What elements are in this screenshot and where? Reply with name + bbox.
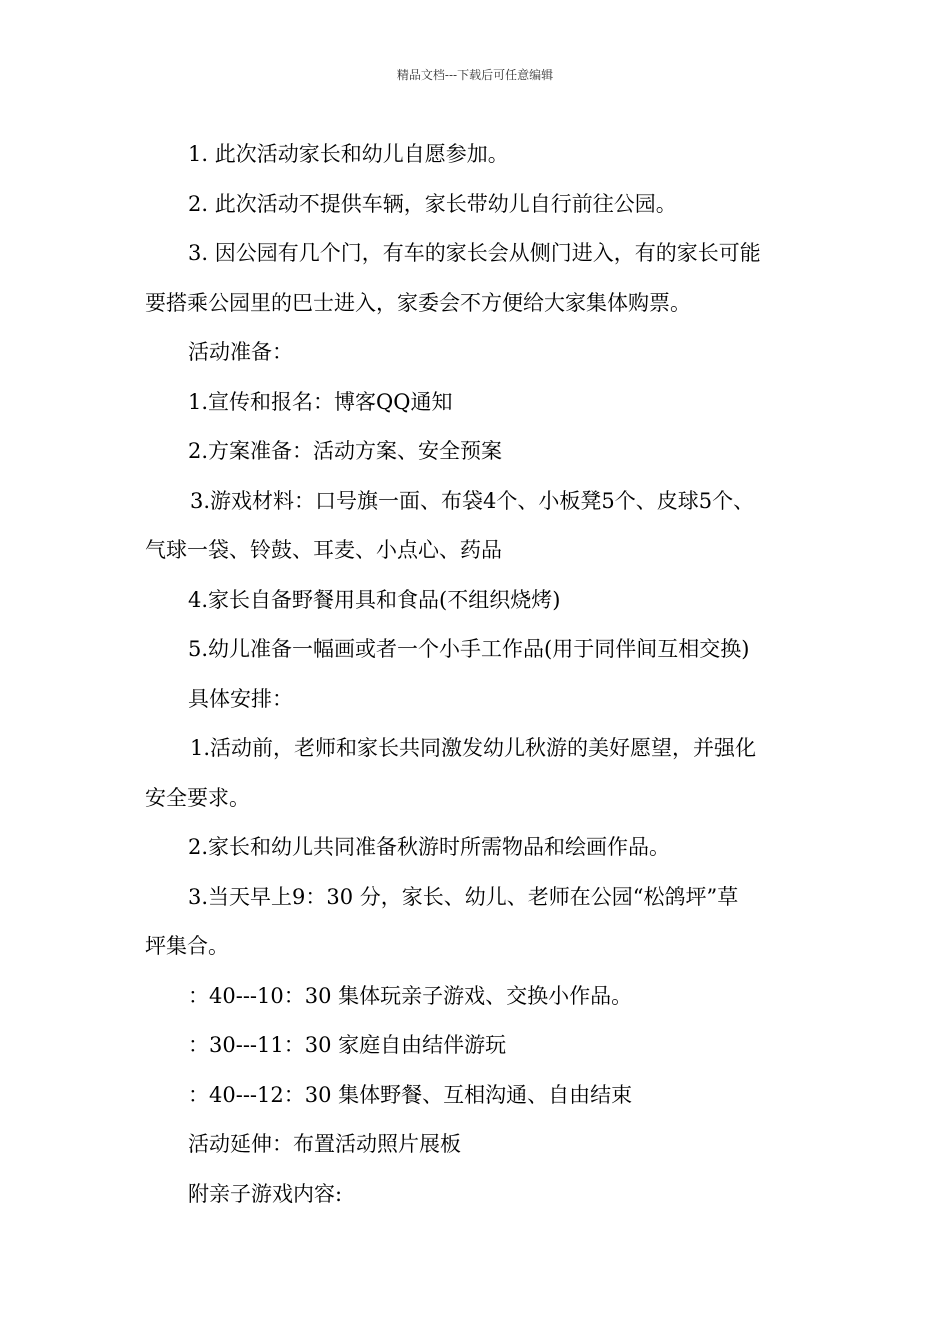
section-heading: 活动准备： [188, 340, 293, 364]
paragraph-line: 1. 此次活动家长和幼儿自愿参加。 [188, 142, 509, 166]
document-body [145, 130, 825, 1219]
paragraph-line: 5.幼儿准备一幅画或者一个小手工作品(用于同伴间互相交换) [188, 637, 750, 661]
paragraph-line: 1.活动前，老师和家长共同激发幼儿秋游的美好愿望，并强化 [190, 736, 757, 760]
paragraph-line: 3.当天早上9：30 分，家长、幼儿、老师在公园“松鸽坪”草 [188, 884, 739, 909]
paragraph-line: 坪集合。 [145, 934, 229, 958]
section-heading: 具体安排： [188, 686, 293, 711]
paragraph-line: 活动延伸：布置活动照片展板 [188, 1132, 461, 1156]
schedule-line: ：40---12：30 集体野餐、互相沟通、自由结束 [188, 1082, 633, 1107]
paragraph-line: 2.家长和幼儿共同准备秋游时所需物品和绘画作品。 [188, 835, 671, 859]
page-header: 精品文档---下载后可任意编辑 [396, 68, 554, 82]
schedule-line: ：40---10：30 集体玩亲子游戏、交换小作品。 [188, 983, 633, 1008]
paragraph-line: 气球一袋、铃鼓、耳麦、小点心、药品 [145, 538, 502, 562]
schedule-line: ：30---11：30 家庭自由结伴游玩 [188, 1033, 507, 1057]
paragraph-line: 安全要求。 [145, 785, 250, 810]
paragraph-line: 2.方案准备：活动方案、安全预案 [188, 439, 503, 463]
paragraph-line: 要搭乘公园里的巴士进入，家委会不方便给大家集体购票。 [145, 290, 691, 315]
paragraph-line: 4.家长自备野餐用具和食品(不组织烧烤) [188, 587, 561, 612]
paragraph-line: 3. 因公园有几个门，有车的家长会从侧门进入，有的家长可能 [188, 241, 761, 265]
paragraph-line: 1.宣传和报名：博客QQ通知 [188, 389, 453, 414]
paragraph-line: 附亲子游戏内容: [188, 1181, 343, 1206]
paragraph-line: 2. 此次活动不提供车辆，家长带幼儿自行前往公园。 [188, 191, 677, 216]
paragraph-line: 3.游戏材料：口号旗一面、布袋4个、小板凳5个、皮球5个、 [190, 488, 755, 513]
